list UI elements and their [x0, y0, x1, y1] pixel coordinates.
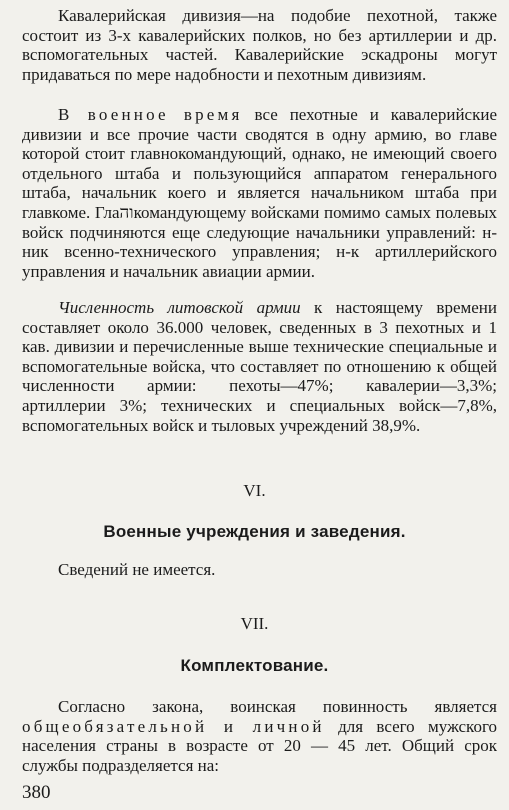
no-information-text: Сведений не имеется. — [58, 560, 216, 579]
paragraph-no-information — [22, 560, 497, 580]
page-number: 380 — [22, 782, 51, 803]
section-vii-title: Комплектование. — [180, 656, 329, 675]
paragraph-cavalry-division — [22, 6, 497, 84]
army-strength-emphasis: Численность литовской армии — [58, 298, 301, 317]
wartime-text: все пехотные и кавалерийские дивизии и все прочие части сводятся в одну армию, во главе которой стоит главнокомандующий, однако, не имеющий своего отдельного штаба и пользующийся аппаратом генерального штаба, начальник коего и является начальником штаба при главкоме. Глаוהкомандующему войсками помимо самых полевых войск подчиняются еще следующие начальники управлений: н-ник всенно-технического управления; н-к артиллерийского управления и начальник авиации армии. — [22, 105, 497, 281]
army-strength-text: к настоящему времени составляет около 36.000 человек, сведенных в 3 пехотных и 1 кав. дивизии и перечисленные выше технические специальные и вспомогательные войска, что составляет по отношению к общей численности армии: пехоты—47%; кавалерии—3,3%; артиллерии 3%; технических и специальных войск—7,8%, вспомогательных войск и тыловых учреждений 38,9%. — [22, 298, 497, 435]
section-vi-title: Военные учреждения и заведения. — [103, 522, 406, 541]
paragraph-army-strength — [22, 298, 497, 435]
paragraph-recruitment — [22, 697, 497, 775]
paragraph-cavalry-text: Кавалерийская дивизия—на подобие пехотной, также состоит из 3-х кавалерийских полков, но без артиллерии и др. вспомогательных частей. Кавалерийские эскадроны могут придаваться по мере надобности и пехотным дивизиям. — [22, 6, 497, 84]
wartime-emphasis: В военное время — [58, 105, 243, 124]
recruitment-text-c: для всего мужского населения страны в возрасте от 20 — 45 лет. Общий срок службы подразделяется на: — [22, 716, 497, 775]
section-vi-number: VI. — [243, 481, 266, 500]
paragraph-wartime — [22, 105, 497, 281]
recruitment-text-a: Согласно закона, воинская повинность является — [58, 697, 497, 716]
recruitment-emphasis: общеобязательной и личной — [22, 716, 325, 736]
section-vii-number: VII. — [240, 614, 269, 633]
